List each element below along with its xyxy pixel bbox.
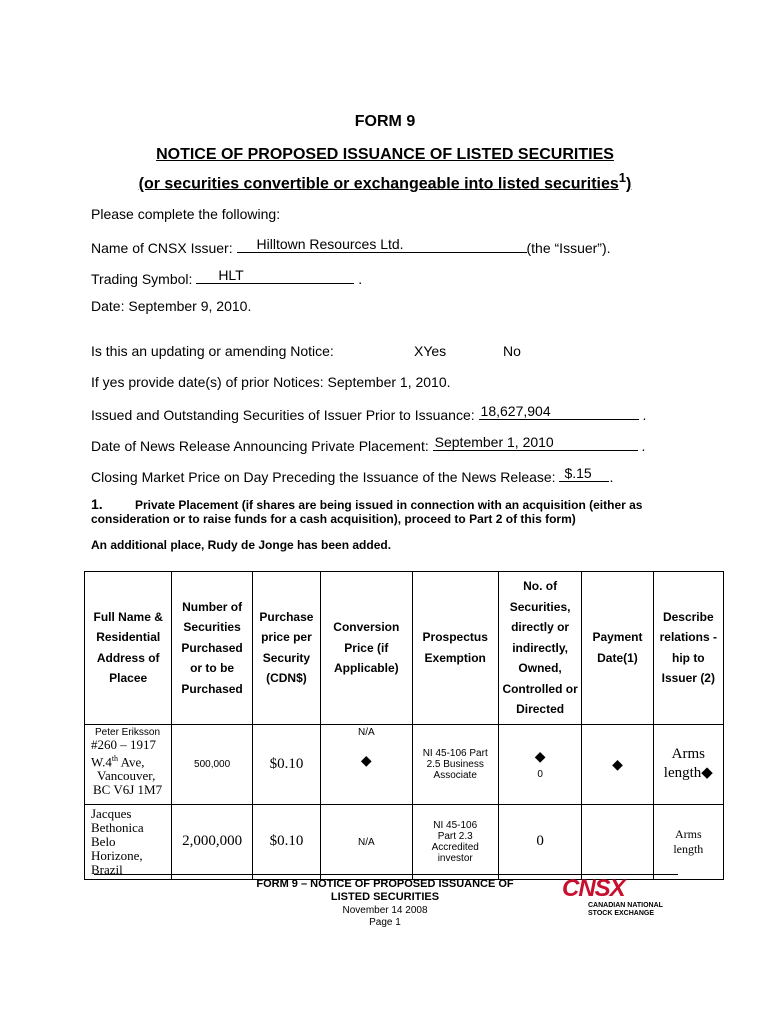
diamond-icon: ◆ [360, 751, 372, 768]
header-exemption: Prospectus Exemption [412, 572, 498, 725]
relationship-value: Arms length◆ [663, 746, 713, 781]
number-cell [172, 804, 252, 879]
header-full-name: Full Name & Residential Address of Placee [85, 572, 172, 725]
exemption-value: NI 45-106 Part 2.3 Accredited investor [431, 819, 479, 864]
table-row [85, 804, 724, 879]
section-number: 1. [91, 496, 103, 512]
outstanding-line [91, 404, 751, 423]
footnote-mark: 1 [618, 170, 627, 185]
symbol-line [91, 268, 731, 287]
symbol-field[interactable] [196, 268, 354, 284]
conversion-cell [321, 804, 412, 879]
news-line [91, 435, 751, 454]
outstanding-field[interactable] [479, 404, 639, 420]
issuer-label: Name of CNSX Issuer: [91, 240, 233, 256]
outstanding-suffix: . [642, 407, 647, 423]
placee-address-2 [87, 752, 169, 769]
number-value: 2,000,000 [182, 833, 243, 849]
relationship-value: Arms length [673, 826, 704, 856]
diamond-icon: ◆ [612, 755, 623, 772]
form-title: FORM 9 [354, 113, 416, 130]
exemption-cell [412, 724, 498, 804]
header-owned: No. of Securities, directly or indirectly, Owned, Controlled or Directed [498, 572, 581, 725]
symbol-value: HLT [218, 267, 244, 283]
placee-address-3: Vancouver, [97, 767, 156, 783]
news-value: September 1, 2010 [434, 434, 554, 450]
placee-address-4: Brazil [91, 861, 123, 877]
conversion-value: N/A [357, 836, 375, 848]
placement-table [84, 571, 724, 880]
notice-title: NOTICE OF PROPOSED ISSUANCE OF LISTED SECURITIES [156, 146, 614, 163]
payment-cell [582, 804, 653, 879]
placee-address-sup: th [111, 753, 119, 763]
news-field[interactable] [433, 435, 638, 451]
placee-address-4: BC V6J 1M7 [93, 781, 163, 797]
please-complete: Please complete the following: [91, 206, 281, 222]
header-conversion: Conversion Price (if Applicable) [321, 572, 412, 725]
date-label: Date: [91, 298, 125, 314]
header-relationship: Describe relations -hip to Issuer (2) [653, 572, 723, 725]
symbol-label: Trading Symbol: [91, 271, 193, 287]
exemption-value: NI 45-106 Part 2.5 Business Associate [422, 747, 488, 781]
placee-address-2: Belo [91, 833, 116, 849]
price-value: $0.10 [269, 755, 304, 772]
header-number: Number of Securities Purchased or to be Purchased [172, 572, 252, 725]
outstanding-label: Issued and Outstanding Securities of Issuer Prior to Issuance: [91, 407, 475, 423]
conversion-top: N/A [357, 726, 375, 738]
section-text-2: consideration or to raise funds for a cash acquisition), proceed to Part 2 of this form) [91, 512, 576, 526]
footer-page: Page 1 [369, 917, 401, 928]
header-price: Purchase price per Security (CDN$) [252, 572, 320, 725]
placee-cell [85, 724, 172, 804]
outstanding-value: 18,627,904 [480, 403, 551, 419]
issuer-line [91, 237, 731, 256]
closing-field[interactable] [559, 466, 609, 482]
placee-name: Jacques [91, 805, 132, 821]
placee-name: Peter Eriksson [95, 726, 161, 738]
number-value: 500,000 [194, 759, 231, 770]
footer-title-1: FORM 9 – NOTICE OF PROPOSED ISSUANCE OF [256, 878, 514, 890]
relationship-cell [653, 804, 723, 879]
cnsx-logo-sub-2: STOCK EXCHANGE [588, 910, 654, 917]
price-cell [252, 804, 320, 879]
prior-notices: If yes provide date(s) of prior Notices: September 1, 2010. [91, 374, 451, 390]
issuer-suffix: (the “Issuer”). [526, 240, 611, 256]
cnsx-logo-text: CNSX [562, 875, 625, 902]
placee-address-2a: W.4 [91, 753, 112, 769]
owned-value: 0 [536, 833, 544, 849]
owned-cell [498, 804, 581, 879]
placee-address-3: Horizone, [91, 847, 143, 863]
placee-address-2b: Ave, [118, 753, 145, 769]
cnsx-logo-sub-1: CANADIAN NATIONAL [588, 902, 663, 909]
updating-label: Is this an updating or amending Notice: [91, 343, 334, 359]
conversion-cell [321, 724, 412, 804]
cnsx-logo [562, 876, 672, 922]
placee-address-1: #260 – 1917 [91, 736, 156, 752]
notice-subtitle [0, 170, 770, 193]
payment-cell [582, 724, 653, 804]
placee-cell [85, 804, 172, 879]
closing-label: Closing Market Price on Day Preceding the Issuance of the News Release: [91, 469, 556, 485]
price-cell [252, 724, 320, 804]
notice-subtitle-text: (or securities convertible or exchangeable into listed securities [138, 175, 619, 193]
issuer-value: Hilltown Resources Ltd. [256, 236, 404, 252]
news-label: Date of News Release Announcing Private Placement: [91, 438, 429, 454]
updating-no[interactable]: No [503, 343, 521, 359]
section-1-heading [91, 496, 642, 512]
footer-date: November 14 2008 [342, 905, 428, 916]
updating-yes[interactable]: XYes [414, 343, 447, 359]
date-line [91, 298, 251, 314]
price-value: $0.10 [269, 833, 304, 849]
relationship-cell [653, 724, 723, 804]
diamond-icon: ◆ [534, 748, 546, 764]
section-text: Private Placement (if shares are being issued in connection with an acquisition (either as [135, 498, 643, 512]
footer-title-2: LISTED SECURITIES [330, 891, 440, 903]
header-payment: Payment Date(1) [582, 572, 653, 725]
exemption-cell [412, 804, 498, 879]
issuer-field[interactable] [237, 237, 527, 253]
date-value: September 9, 2010. [128, 298, 252, 314]
table-row [85, 724, 724, 804]
news-suffix: . [641, 438, 646, 454]
subtitle-close: ) [626, 175, 632, 193]
added-note: An additional place, Rudy de Jonge has been added. [91, 538, 392, 552]
closing-value: $.15 [564, 465, 592, 481]
closing-suffix: . [609, 469, 614, 485]
owned-value: 0 [537, 769, 543, 780]
table-header-row [85, 572, 724, 725]
symbol-suffix: . [358, 271, 363, 287]
placee-address-1: Bethonica [91, 819, 144, 835]
closing-line [91, 466, 751, 485]
number-cell [172, 724, 252, 804]
owned-cell [498, 724, 581, 804]
